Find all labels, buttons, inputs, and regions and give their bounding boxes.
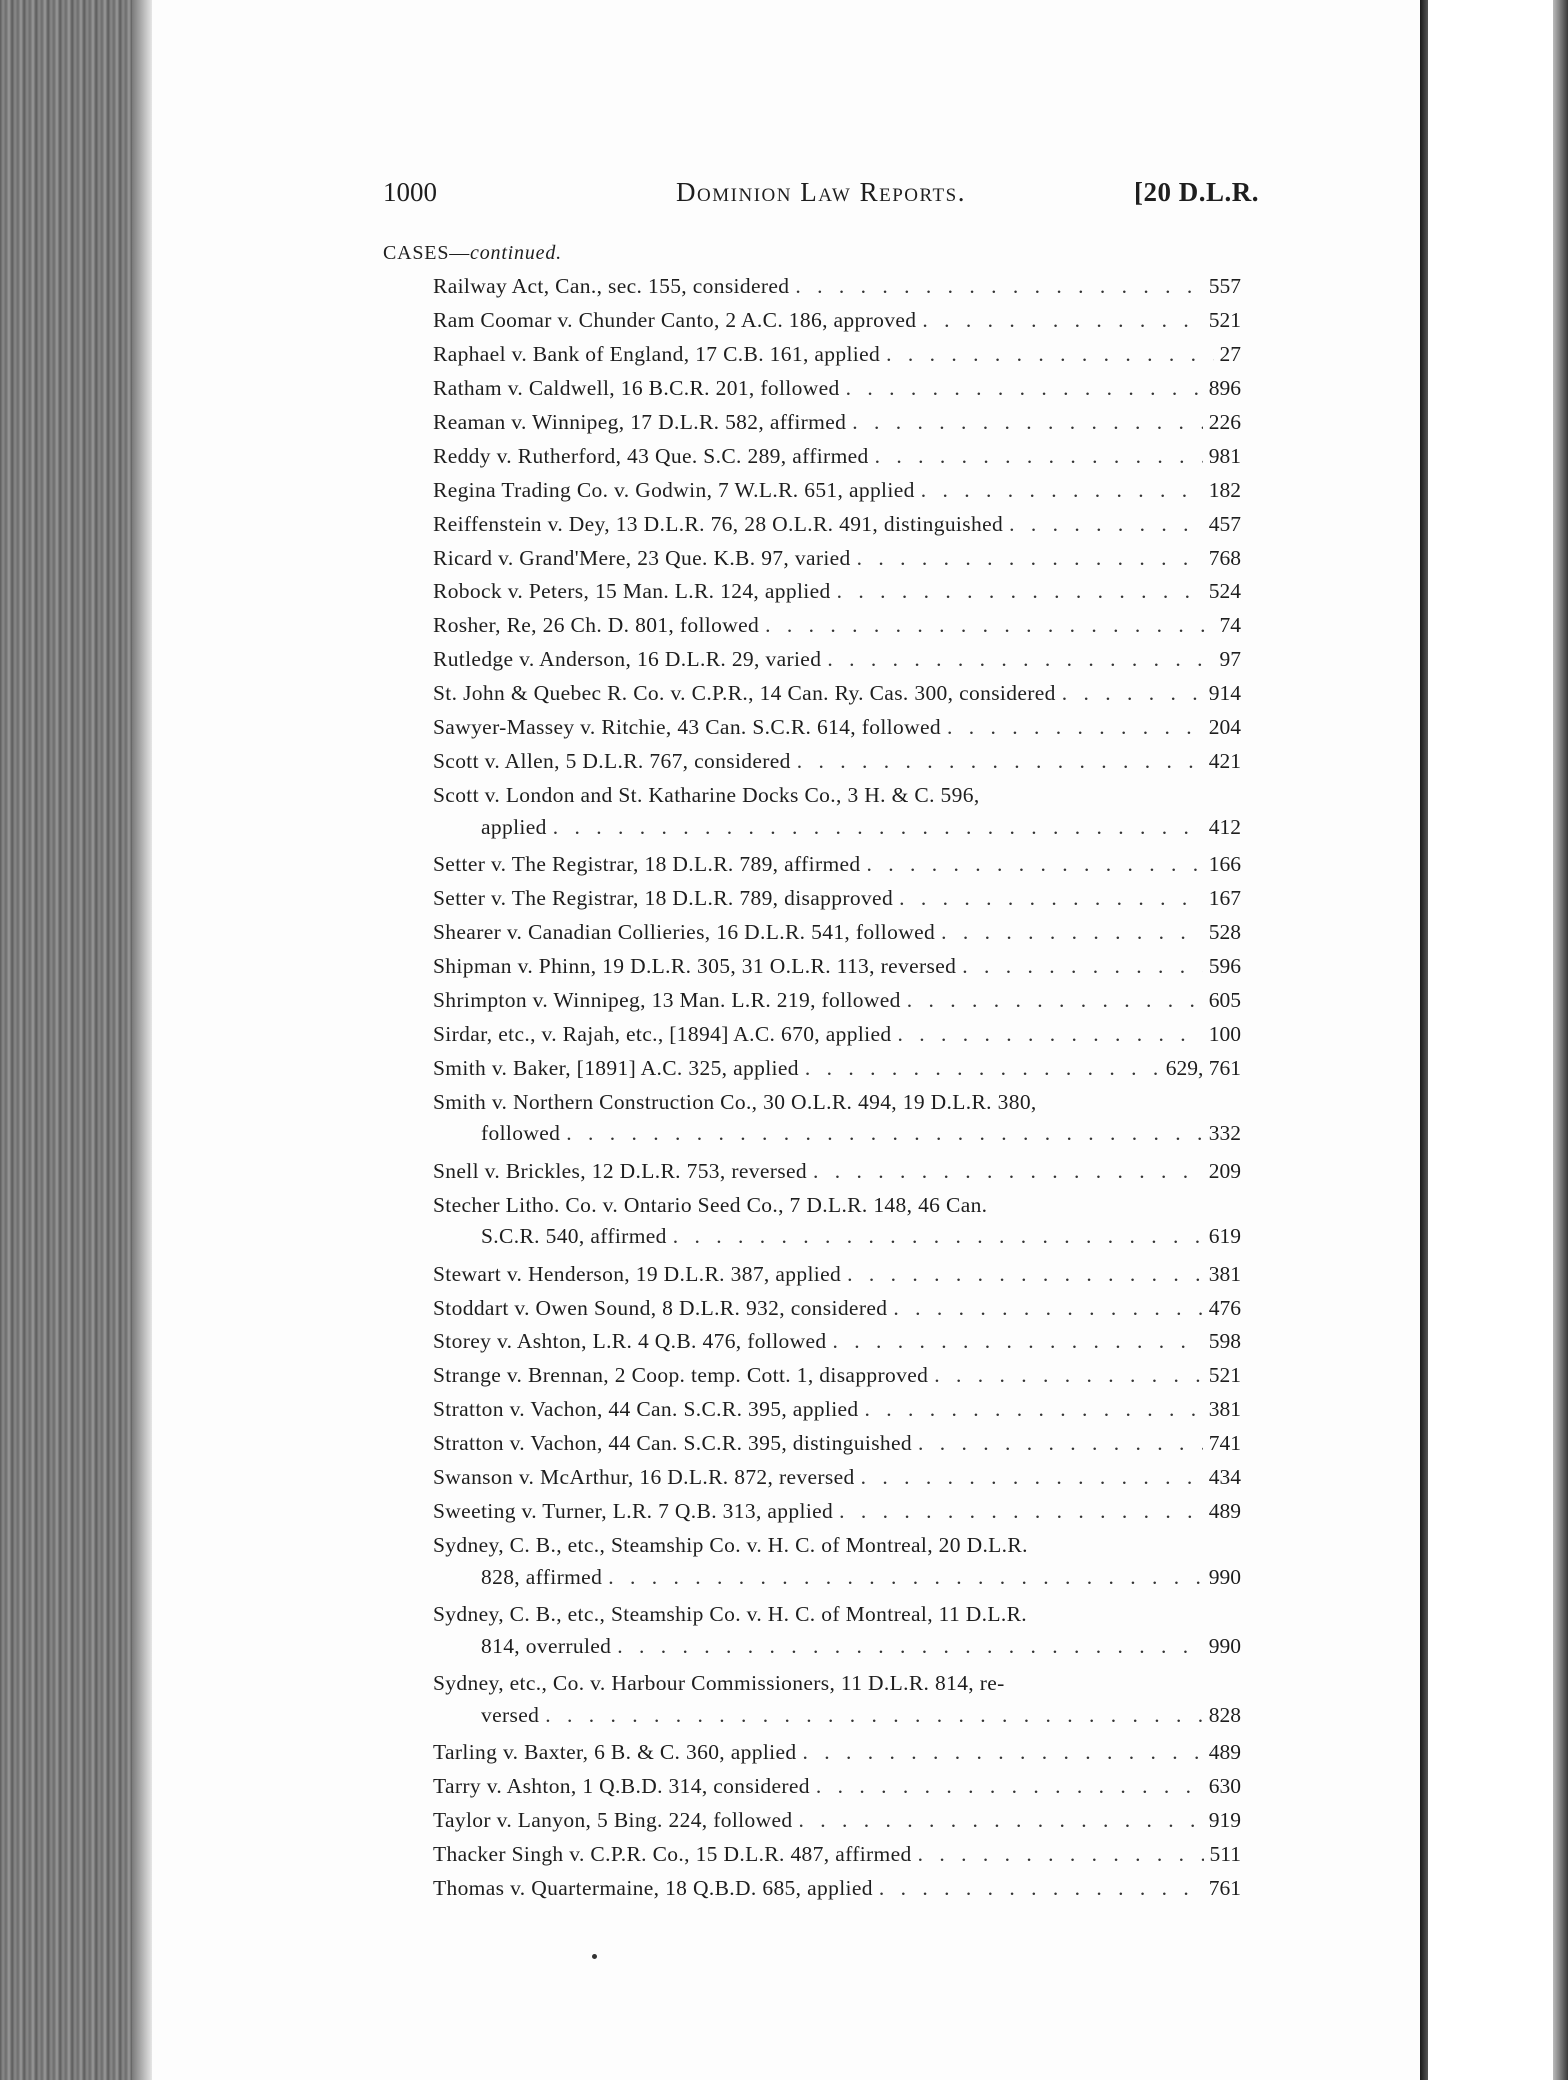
case-entry <box>0 1190 1568 1253</box>
case-page-ref: 489 <box>1208 1740 1241 1765</box>
dot-leader <box>608 1562 1203 1594</box>
case-page-ref: 457 <box>1208 511 1241 536</box>
dot-leader <box>1009 509 1203 541</box>
case-citation: Robock v. Peters, 15 Man. L.R. 124, applied <box>433 579 831 604</box>
case-entry <box>0 1599 1568 1662</box>
case-page-ref: 828 <box>1208 1702 1241 1727</box>
dot-leader <box>918 1839 1204 1871</box>
case-page-ref: 919 <box>1208 1807 1241 1832</box>
dot-leader <box>673 1221 1203 1253</box>
case-page-ref: 332 <box>1208 1121 1241 1146</box>
section-continued-label: continued. <box>470 242 562 264</box>
case-page-ref: 521 <box>1208 307 1241 332</box>
case-entry <box>0 883 1568 915</box>
case-page-ref: 476 <box>1208 1295 1241 1320</box>
dot-leader <box>886 339 1213 371</box>
case-entry <box>0 1839 1568 1871</box>
dot-leader <box>805 1053 1160 1085</box>
case-entry <box>0 746 1568 778</box>
case-entry <box>0 543 1568 575</box>
case-page-ref: 166 <box>1208 852 1241 877</box>
case-page-ref: 204 <box>1208 715 1241 740</box>
dot-leader <box>847 1259 1203 1291</box>
case-entry <box>0 475 1568 507</box>
case-citation: Taylor v. Lanyon, 5 Bing. 224, followed <box>433 1807 793 1832</box>
dot-leader <box>865 1394 1203 1426</box>
dot-leader <box>918 1428 1203 1460</box>
case-citation: St. John & Quebec R. Co. v. C.P.R., 14 Can. Ry. Cas. 300, considered <box>433 681 1056 706</box>
dot-leader <box>1062 678 1203 710</box>
dot-leader <box>934 1360 1203 1392</box>
dot-leader <box>827 644 1213 676</box>
case-entry <box>0 1462 1568 1494</box>
case-entry <box>0 1156 1568 1188</box>
case-citation: Stratton v. Vachon, 44 Can. S.C.R. 395, distinguished <box>433 1431 913 1456</box>
case-citation-continued: 828, affirmed <box>481 1564 603 1589</box>
case-page-ref: 596 <box>1208 953 1241 978</box>
case-entry <box>0 951 1568 983</box>
case-entry <box>0 678 1568 710</box>
volume-label: [20 D.L.R. <box>1134 177 1259 207</box>
case-citation: Setter v. The Registrar, 18 D.L.R. 789, disapproved <box>433 886 894 910</box>
case-entry <box>0 271 1568 303</box>
case-citation-continued: S.C.R. 540, affirmed <box>481 1224 667 1249</box>
dot-leader <box>897 1019 1202 1051</box>
case-page-ref: 521 <box>1208 1363 1241 1388</box>
dot-leader <box>922 305 1202 337</box>
case-citation: Thacker Singh v. C.P.R. Co., 15 D.L.R. 487, affirmed <box>433 1841 912 1866</box>
case-page-ref: 990 <box>1208 1564 1241 1589</box>
case-page-ref: 990 <box>1208 1633 1241 1658</box>
case-page-ref: 619 <box>1208 1224 1241 1249</box>
dot-leader <box>839 1496 1203 1528</box>
case-page-ref: 489 <box>1208 1499 1241 1524</box>
case-entry <box>0 339 1568 371</box>
case-citation: Sweeting v. Turner, L.R. 7 Q.B. 313, applied <box>433 1499 834 1524</box>
case-citation: Stewart v. Henderson, 19 D.L.R. 387, applied <box>433 1261 842 1286</box>
dot-leader <box>962 951 1203 983</box>
dot-leader <box>813 1156 1203 1188</box>
dot-leader <box>832 1326 1202 1358</box>
case-entry <box>0 610 1568 642</box>
case-citation: Storey v. Ashton, L.R. 4 Q.B. 476, followed <box>433 1329 827 1354</box>
case-citation: Thomas v. Quartermaine, 18 Q.B.D. 685, applied <box>433 1875 873 1900</box>
case-entry <box>0 1019 1568 1051</box>
case-citation: Railway Act, Can., sec. 155, considered <box>433 274 790 298</box>
case-entry <box>0 1496 1568 1528</box>
case-citation-continued: versed <box>481 1702 540 1727</box>
case-citation: Regina Trading Co. v. Godwin, 7 W.L.R. 651, applied <box>433 477 915 502</box>
case-page-ref: 914 <box>1208 681 1241 706</box>
page-number: 1000 <box>383 177 437 207</box>
case-citation: Ricard v. Grand'Mere, 23 Que. K.B. 97, varied <box>433 545 851 570</box>
case-citation: Scott v. Allen, 5 D.L.R. 767, considered <box>433 749 791 774</box>
running-head-title: Dominion Law Reports. <box>676 177 966 207</box>
case-page-ref: 761 <box>1208 1875 1241 1900</box>
case-entry <box>0 407 1568 439</box>
case-citation: Setter v. The Registrar, 18 D.L.R. 789, affirmed <box>433 852 861 877</box>
case-entry <box>0 1805 1568 1837</box>
case-citation: Smith v. Northern Construction Co., 30 O.L.R. 494, 19 D.L.R. 380, <box>433 1089 1037 1114</box>
case-entry <box>0 780 1568 843</box>
case-page-ref: 557 <box>1208 274 1241 298</box>
case-citation: Ram Coomar v. Chunder Canto, 2 A.C. 186, approved <box>433 307 917 332</box>
case-citation: Sydney, etc., Co. v. Harbour Commissioners, 11 D.L.R. 814, re- <box>433 1671 1005 1696</box>
case-page-ref: 182 <box>1208 477 1241 502</box>
case-page-ref: 630 <box>1208 1774 1241 1798</box>
case-page-ref: 226 <box>1208 409 1241 434</box>
dot-leader <box>947 712 1203 744</box>
dot-leader <box>816 1771 1203 1803</box>
case-entry <box>0 576 1568 608</box>
dot-leader <box>921 475 1203 507</box>
dot-leader <box>837 576 1203 608</box>
section-label <box>383 242 562 265</box>
case-citation: Snell v. Brickles, 12 D.L.R. 753, reversed <box>433 1158 807 1183</box>
case-citation: Shrimpton v. Winnipeg, 13 Man. L.R. 219, followed <box>433 987 901 1012</box>
case-entry <box>0 441 1568 473</box>
case-entry <box>0 985 1568 1017</box>
case-page-ref: 896 <box>1208 375 1241 400</box>
case-entry <box>0 1053 1568 1085</box>
case-entry <box>0 1293 1568 1325</box>
case-entry <box>0 917 1568 949</box>
case-entry <box>0 1087 1568 1150</box>
case-citation-continued: followed <box>481 1121 561 1146</box>
case-citation: Sirdar, etc., v. Rajah, etc., [1894] A.C. 670, applied <box>433 1021 892 1046</box>
case-entry <box>0 305 1568 337</box>
case-citation-continued: 814, overruled <box>481 1633 612 1658</box>
dot-leader <box>875 441 1203 473</box>
case-entry <box>0 509 1568 541</box>
case-page-ref: 209 <box>1208 1158 1241 1183</box>
dot-leader <box>941 917 1203 949</box>
case-citation: Scott v. London and St. Katharine Docks Co., 3 H. & C. 596, <box>433 783 980 808</box>
case-entry <box>0 1428 1568 1460</box>
case-page-ref: 768 <box>1208 545 1241 570</box>
case-citation: Sydney, C. B., etc., Steamship Co. v. H. C. of Montreal, 20 D.L.R. <box>433 1533 1028 1558</box>
case-citation: Tarling v. Baxter, 6 B. & C. 360, applied <box>433 1740 797 1765</box>
case-citation: Sydney, C. B., etc., Steamship Co. v. H. C. of Montreal, 11 D.L.R. <box>433 1602 1028 1627</box>
case-citation: Sawyer-Massey v. Ritchie, 43 Can. S.C.R. 614, followed <box>433 715 941 740</box>
case-citation-continued: applied <box>481 814 547 839</box>
case-page-ref: 74 <box>1219 613 1241 638</box>
case-page-ref: 528 <box>1208 919 1241 944</box>
dot-leader <box>795 271 1202 303</box>
case-page-ref: 434 <box>1208 1465 1241 1490</box>
case-citation: Stoddart v. Owen Sound, 8 D.L.R. 932, considered <box>433 1295 888 1320</box>
case-citation: Tarry v. Ashton, 1 Q.B.D. 314, considered <box>433 1774 810 1798</box>
dot-leader <box>867 849 1203 881</box>
case-entry <box>0 1668 1568 1731</box>
case-page-ref: 511 <box>1209 1841 1241 1866</box>
case-citation: Shearer v. Canadian Collieries, 16 D.L.R. 541, followed <box>433 919 936 944</box>
dot-leader <box>545 1700 1203 1732</box>
dot-leader <box>852 407 1202 439</box>
case-page-ref: 598 <box>1208 1329 1241 1354</box>
dot-leader <box>893 1293 1202 1325</box>
case-entry <box>0 1259 1568 1291</box>
case-page-ref: 381 <box>1208 1261 1241 1286</box>
case-citation: Reaman v. Winnipeg, 17 D.L.R. 582, affirmed <box>433 409 847 434</box>
dot-leader <box>617 1631 1202 1663</box>
case-page-ref: 741 <box>1208 1431 1241 1456</box>
case-page-ref: 524 <box>1208 579 1241 604</box>
case-citation: Smith v. Baker, [1891] A.C. 325, applied <box>433 1055 799 1080</box>
case-entry <box>0 1360 1568 1392</box>
case-entry <box>0 644 1568 676</box>
case-entry <box>0 1771 1568 1803</box>
dot-leader <box>765 610 1213 642</box>
dot-leader <box>861 1462 1203 1494</box>
case-citation: Rosher, Re, 26 Ch. D. 801, followed <box>433 613 760 638</box>
case-citation: Reiffenstein v. Dey, 13 D.L.R. 76, 28 O.L.R. 491, distinguished <box>433 511 1004 536</box>
case-citation: Strange v. Brennan, 2 Coop. temp. Cott. 1, disapproved <box>433 1363 929 1388</box>
case-page-ref: 981 <box>1208 443 1241 468</box>
case-citation: Reddy v. Rutherford, 43 Que. S.C. 289, affirmed <box>433 443 869 468</box>
dot-leader <box>879 1873 1203 1905</box>
dot-leader <box>803 1737 1203 1769</box>
case-entry <box>0 1873 1568 1905</box>
dot-leader <box>566 1118 1203 1150</box>
case-page-ref: 605 <box>1208 987 1241 1012</box>
case-index-list <box>0 271 1568 1907</box>
case-citation: Swanson v. McArthur, 16 D.L.R. 872, reversed <box>433 1465 855 1490</box>
dot-leader <box>553 812 1203 844</box>
case-entry <box>0 1326 1568 1358</box>
dot-leader <box>899 883 1203 915</box>
case-citation: Rutledge v. Anderson, 16 D.L.R. 29, varied <box>433 647 822 672</box>
case-entry <box>0 1737 1568 1769</box>
case-page-ref: 412 <box>1208 814 1241 839</box>
case-page-ref: 100 <box>1208 1021 1241 1046</box>
case-page-ref: 27 <box>1219 341 1241 366</box>
case-page-ref: 381 <box>1208 1397 1241 1422</box>
dot-leader <box>797 746 1203 778</box>
case-citation: Stecher Litho. Co. v. Ontario Seed Co., 7 D.L.R. 148, 46 Can. <box>433 1192 988 1217</box>
case-entry <box>0 1530 1568 1593</box>
dot-leader <box>846 373 1203 405</box>
case-citation: Shipman v. Phinn, 19 D.L.R. 305, 31 O.L.R. 113, reversed <box>433 953 957 978</box>
case-page-ref: 167 <box>1208 886 1241 910</box>
dot-leader <box>907 985 1203 1017</box>
case-entry <box>0 1394 1568 1426</box>
case-page-ref: 629, 761 <box>1165 1055 1241 1080</box>
case-citation: Raphael v. Bank of England, 17 C.B. 161, applied <box>433 341 881 366</box>
case-page-ref: 421 <box>1208 749 1241 774</box>
case-page-ref: 97 <box>1219 647 1241 672</box>
case-entry <box>0 373 1568 405</box>
dot-leader <box>857 543 1203 575</box>
case-entry <box>0 849 1568 881</box>
dot-leader <box>798 1805 1202 1837</box>
case-citation: Stratton v. Vachon, 44 Can. S.C.R. 395, applied <box>433 1397 859 1422</box>
running-head <box>383 177 1259 221</box>
case-citation: Ratham v. Caldwell, 16 B.C.R. 201, followed <box>433 375 840 400</box>
section-label-text: CASES— <box>383 242 471 264</box>
case-entry <box>0 712 1568 744</box>
ink-mark <box>592 1954 597 1959</box>
